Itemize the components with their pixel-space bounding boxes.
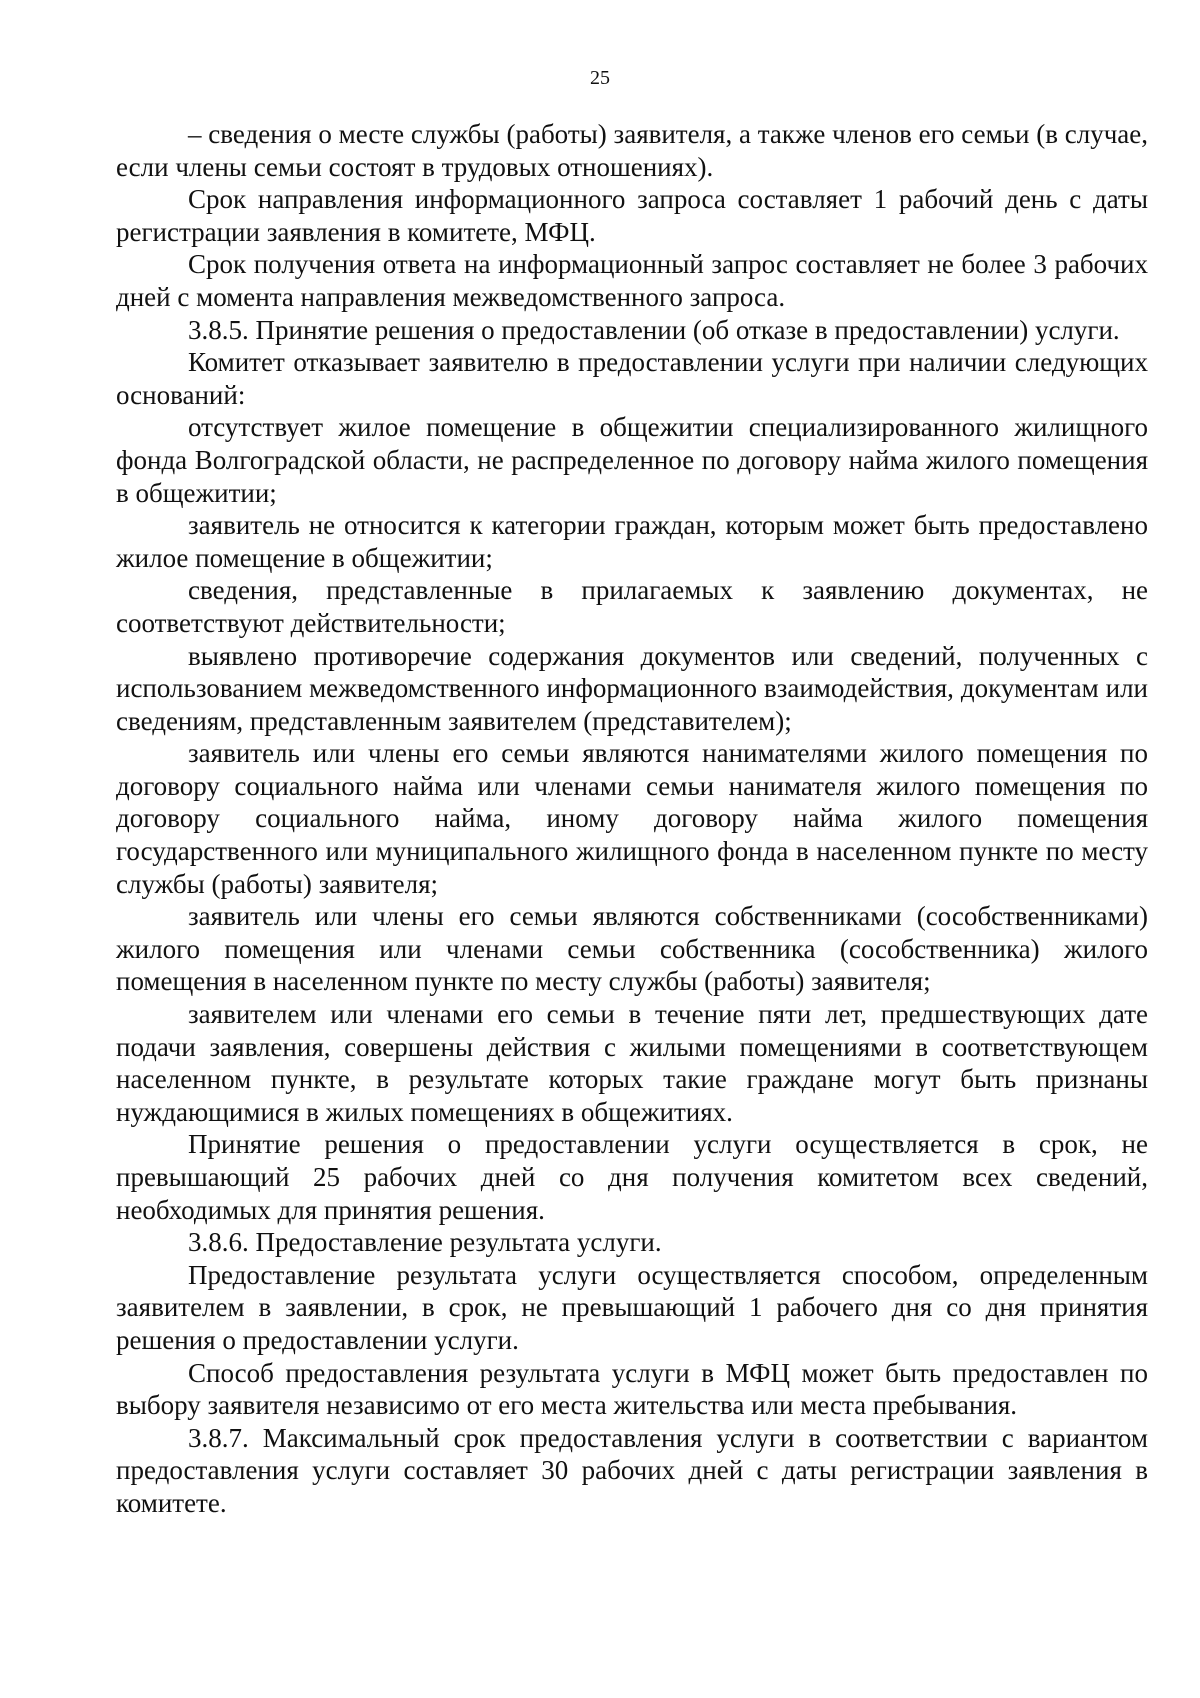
refusal-ground-false-info: сведения, представленные в прилагаемых к заявлению документах, не соответствуют действительности;	[116, 575, 1148, 638]
refusal-ground-no-dwelling: отсутствует жилое помещение в общежитии специализированного жилищного фонда Волгоградской области, не распределенное по договору найма жилого помещения в общежитии;	[116, 412, 1148, 508]
paragraph-decision-deadline: Принятие решения о предоставлении услуги осуществляется в срок, не превышающий 25 рабочих дней со дня получения комитетом всех сведений, необходимых для принятия решения.	[116, 1129, 1148, 1225]
refusal-ground-tenants: заявитель или члены его семьи являются нанимателями жилого помещения по договору социального найма или членами семьи нанимателя жилого помещения по договору социального найма, иному договору найма жилого помещения государственного или муниципального жилищного фонда в населенном пункте по месту службы (работы) заявителя;	[116, 738, 1148, 899]
section-3-8-6-heading: 3.8.6. Предоставление результата услуги.	[188, 1227, 662, 1258]
page-number: 25	[590, 67, 610, 89]
refusal-ground-contradiction: выявлено противоречие содержания документов или сведений, полученных с использованием межведомственного информационного взаимодействия, документам или сведениям, представленным заявителем (представителем);	[116, 640, 1148, 736]
paragraph-family-work-info: – сведения о месте службы (работы) заявителя, а также членов его семьи (в случае, если члены семьи состоят в трудовых отношениях).	[116, 119, 1148, 182]
section-3-8-5-heading: 3.8.5. Принятие решения о предоставлении (об отказе в предоставлении) услуги.	[188, 314, 1120, 345]
document-body	[116, 118, 1148, 1520]
refusal-ground-actions: заявителем или членами его семьи в течение пяти лет, предшествующих дате подачи заявления, совершены действия с жилыми помещениями в соответствующем населенном пункте, в результате которых такие граждане могут быть признаны нуждающимися в жилых помещениях в общежитиях.	[116, 999, 1148, 1127]
refusal-ground-category: заявитель не относится к категории граждан, которым может быть предоставлено жилое помещение в общежитии;	[116, 510, 1148, 573]
refusal-ground-owners: заявитель или члены его семьи являются собственниками (сособственниками) жилого помещения или членами семьи собственника (сособственника) жилого помещения в населенном пункте по месту службы (работы) заявителя;	[116, 901, 1148, 997]
paragraph-request-deadline: Срок направления информационного запроса составляет 1 рабочий день с даты регистрации заявления в комитете, МФЦ.	[116, 184, 1148, 247]
paragraph-response-deadline: Срок получения ответа на информационный запрос составляет не более 3 рабочих дней с момента направления межведомственного запроса.	[116, 249, 1148, 312]
paragraph-refusal-grounds-intro: Комитет отказывает заявителю в предоставлении услуги при наличии следующих оснований:	[116, 347, 1148, 410]
paragraph-mfc-delivery: Способ предоставления результата услуги в МФЦ может быть предоставлен по выбору заявителя независимо от его места жительства или места пребывания.	[116, 1357, 1148, 1421]
paragraph-result-delivery: Предоставление результата услуги осуществляется способом, определенным заявителем в заявлении, в срок, не превышающий 1 рабочего дня со дня принятия решения о предоставлении услуги.	[116, 1259, 1148, 1355]
section-3-8-7-max-term: 3.8.7. Максимальный срок предоставления услуги в соответствии с вариантом предоставления услуги составляет 30 рабочих дней с даты регистрации заявления в комитете.	[116, 1422, 1148, 1518]
